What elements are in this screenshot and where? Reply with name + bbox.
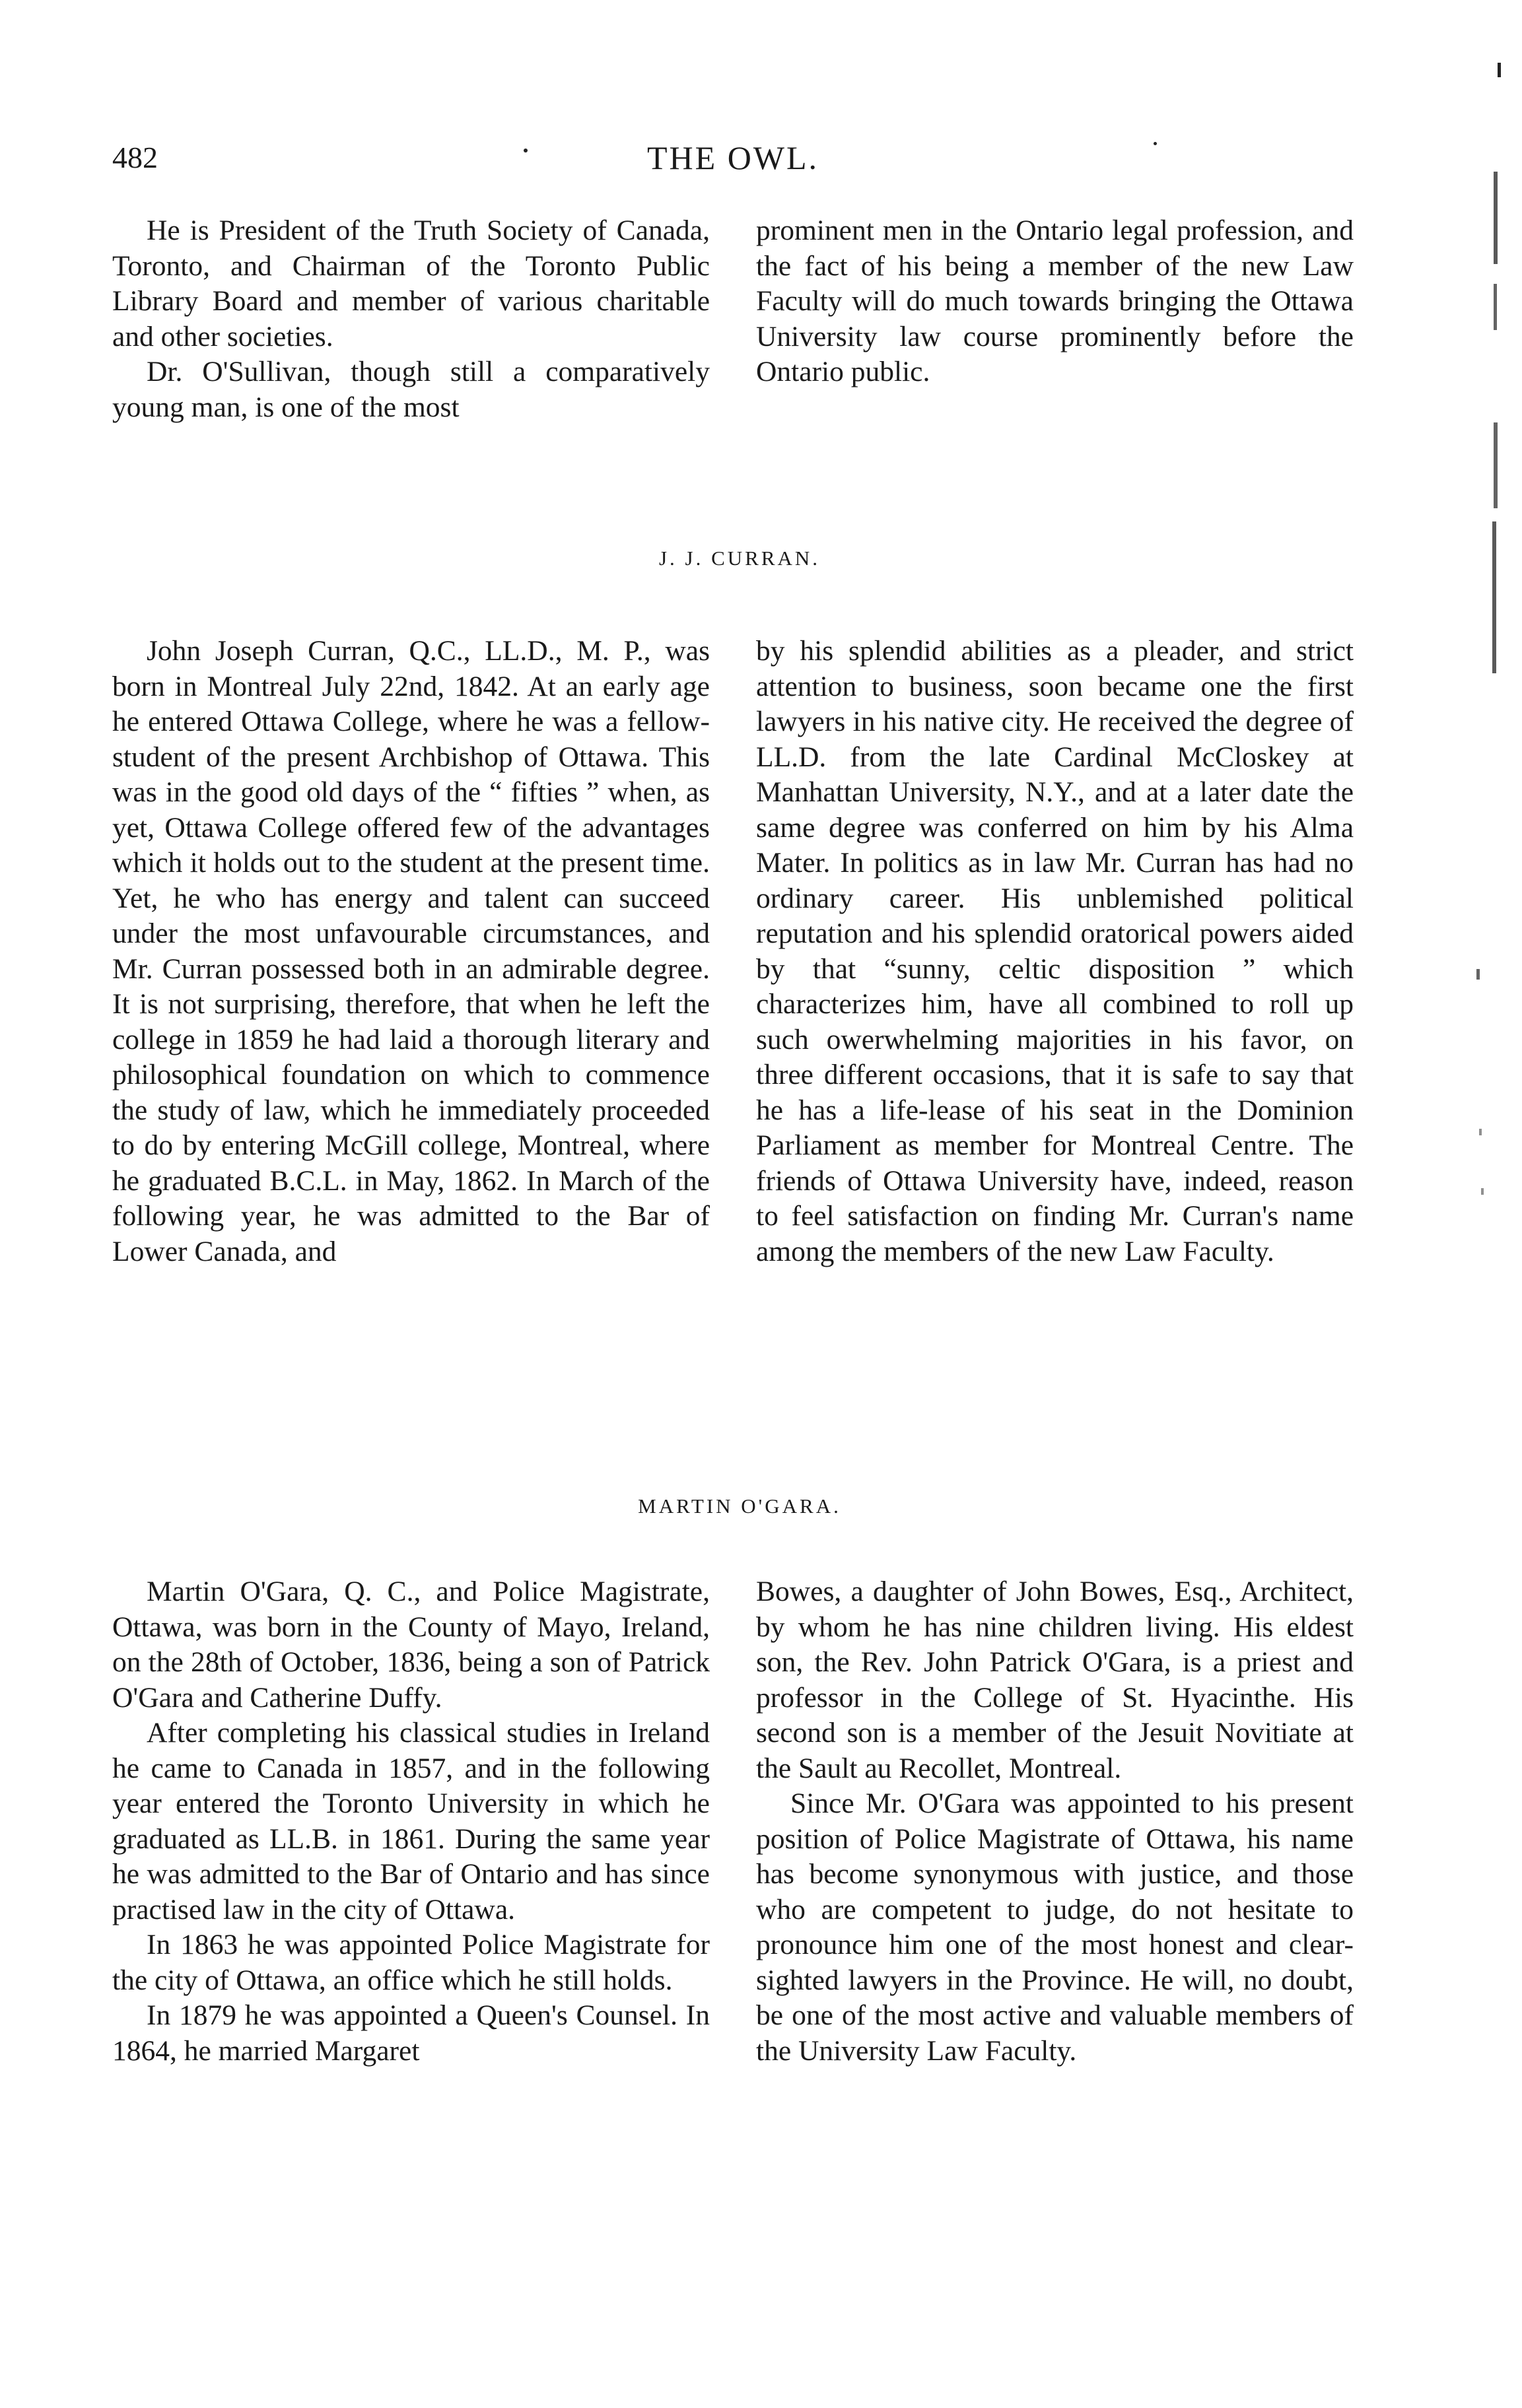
- paragraph: Martin O'Gara, Q. C., and Police Magistrate, Ottawa, was born in the County of Mayo, Ireland, on the 28th of October, 1836, being a son of Patrick O'Gara and Catherine Duffy.: [112, 1576, 710, 1714]
- scan-mark: [1494, 284, 1497, 330]
- ogara-right-column: [756, 1574, 1354, 2069]
- scan-mark: [1498, 63, 1501, 77]
- paragraph: Bowes, a daughter of John Bowes, Esq., Architect, by whom he has nine children living. His eldest son, the Rev. John Patrick O'Gara, is a priest and professor in the College of St. Hyacinthe. His second son is a member of the Jesuit Novitiate at the Sault au Recollet, Montreal.: [756, 1576, 1354, 1784]
- curran-right-column: [756, 634, 1354, 1269]
- paragraph: Since Mr. O'Gara was appointed to his present position of Police Magistrate of Ottawa, his name has become synonymous with justice, and those who are competent to judge, do not hesitate to pronounce him one of the most honest and clear-sighted lawyers in the Province. He will, no doubt, be one of the most active and valuable members of the University Law Faculty.: [756, 1788, 1354, 2067]
- intro-left-column: [112, 213, 710, 425]
- paragraph: by his splendid abilities as a pleader, and strict attention to business, soon became one the first lawyers in his native city. He received the degree of LL.D. from the late Cardinal McCloskey at Manhattan University, N.Y., and at a later date the same degree was conferred on him by his Alma Mater. In politics as in law Mr. Curran has had no ordinary career. His unblemished political reputation and his splendid oratorical powers aided by that “sunny, celtic disposition ” which characterizes him, have all combined to roll up such owerwhelming majorities in his favor, on three different occasions, that it is safe to say that he has a life-lease of his seat in the Dominion Parliament as member for Montreal Centre. The friends of Ottawa University have, indeed, reason to feel satisfaction on finding Mr. Curran's name among the members of the new Law Faculty.: [756, 635, 1354, 1267]
- paragraph: After completing his classical studies in Ireland he came to Canada in 1857, and in the following year entered the Toronto University in which he graduated as LL.B. in 1861. During the same year he was admitted to the Bar of Ontario and has since practised law in the city of Ottawa.: [112, 1717, 710, 1925]
- intro-right-column: [756, 213, 1354, 390]
- ogara-section: [112, 1574, 1367, 2248]
- paragraph: Dr. O'Sullivan, though still a comparatively young man, is one of the most: [112, 356, 710, 423]
- paragraph: prominent men in the Ontario legal profession, and the fact of his being a member of the new Law Faculty will do much towards bringing the Ottawa University law course prominently before the Ontario public.: [756, 215, 1354, 387]
- page-number: 482: [112, 141, 158, 174]
- running-title: THE OWL.: [647, 139, 819, 176]
- scan-mark: [1479, 1129, 1482, 1135]
- ogara-left-column: [112, 1574, 710, 2069]
- paragraph: He is President of the Truth Society of Canada, Toronto, and Chairman of the Toronto Public Library Board and member of various charitable and other societies.: [112, 215, 710, 352]
- paragraph: In 1879 he was appointed a Queen's Counsel. In 1864, he married Margaret: [112, 1999, 710, 2067]
- scan-mark: [1494, 172, 1498, 264]
- section-heading-ogara: MARTIN O'GARA.: [638, 1494, 841, 1518]
- scan-mark: [1481, 1188, 1484, 1195]
- scan-mark: [1154, 142, 1157, 145]
- paragraph: John Joseph Curran, Q.C., LL.D., M. P., was born in Montreal July 22nd, 1842. At an early age he entered Ottawa College, where he was a fellow-student of the present Archbishop of Ottawa. This was in the good old days of the “ fifties ” when, as yet, Ottawa College offered few of the advantages which it holds out to the student at the present time. Yet, he who has energy and talent can succeed under the most unfavourable circumstances, and Mr. Curran possessed both in an admirable degree. It is not surprising, therefore, that when he left the college in 1859 he had laid a thorough literary and philosophical foundation on which to commence the study of law, which he immediately proceeded to do by entering McGill college, Montreal, where he graduated B.C.L. in May, 1862. In March of the following year, he was admitted to the Bar of Lower Canada, and: [112, 635, 710, 1267]
- running-header: [112, 135, 832, 188]
- section-heading-curran: J. J. CURRAN.: [658, 547, 821, 570]
- intro-section: [112, 213, 1367, 438]
- paragraph: In 1863 he was appointed Police Magistrate for the city of Ottawa, an office which he still holds.: [112, 1929, 710, 1996]
- scan-mark: [1476, 969, 1480, 980]
- scan-mark: [1494, 422, 1498, 508]
- scan-mark: [1492, 521, 1496, 673]
- curran-section: [112, 634, 1367, 1413]
- curran-left-column: [112, 634, 710, 1269]
